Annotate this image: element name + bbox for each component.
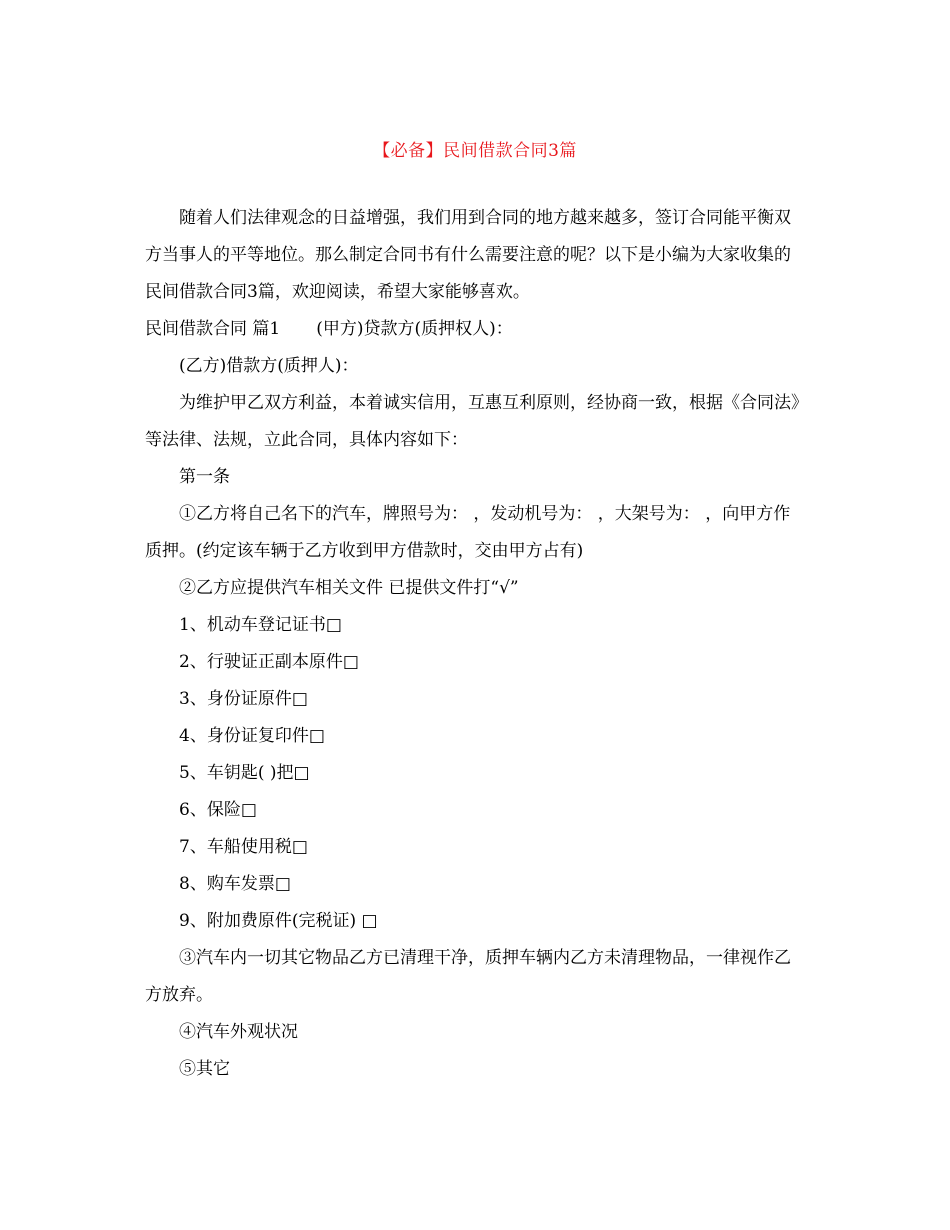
preamble-paragraph: 为维护甲乙双方利益，本着诚实信用，互惠互利原则，经协商一致，根据《合同法》等法律、法规，立此合同，具体内容如下： — [145, 393, 800, 450]
checklist-item: 9、附加费原件(完税证) □ — [179, 911, 378, 931]
clause-2: ②乙方应提供汽车相关文件 已提供文件打“√” — [179, 578, 519, 598]
clause-5: ⑤其它 — [179, 1059, 230, 1079]
checklist-item: 1、机动车登记证书□ — [179, 615, 342, 635]
clause-3: ③汽车内一切其它物品乙方已清理干净，质押车辆内乙方未清理物品，一律视作乙方放弃。 — [145, 948, 791, 1005]
checklist-item: 3、身份证原件□ — [179, 689, 308, 709]
party-a-line: (甲方)贷款方(质押权人)： — [316, 319, 513, 339]
clause-4: ④汽车外观状况 — [179, 1022, 298, 1042]
checklist-item: 4、身份证复印件□ — [179, 726, 325, 746]
intro-paragraph: 随着人们法律观念的日益增强，我们用到合同的地方越来越多，签订合同能平衡双方当事人的平等地位。那么制定合同书有什么需要注意的呢？以下是小编为大家收集的民间借款合同3篇，欢迎阅读，希望大家能够喜欢。 — [145, 208, 791, 302]
checklist-item: 7、车船使用税□ — [179, 837, 308, 857]
checklist-item: 5、车钥匙( )把□ — [179, 763, 310, 783]
document-body — [145, 200, 805, 1088]
checklist-item: 8、购车发票□ — [179, 874, 291, 894]
section-heading-line — [145, 311, 805, 348]
checklist-item: 2、行驶证正副本原件□ — [179, 652, 359, 672]
clause-1: ①乙方将自己名下的汽车，牌照号为： ，发动机号为： ，大架号为： ，向甲方作质押。(约定该车辆于乙方收到甲方借款时，交由甲方占有) — [145, 504, 791, 561]
section-heading: 民间借款合同 篇1 — [145, 319, 281, 339]
document-title: 【必备】民间借款合同3篇 — [373, 141, 577, 161]
checklist-item: 6、保险□ — [179, 800, 257, 820]
party-b-line: (乙方)借款方(质押人)： — [179, 356, 359, 376]
article-heading: 第一条 — [179, 467, 230, 487]
